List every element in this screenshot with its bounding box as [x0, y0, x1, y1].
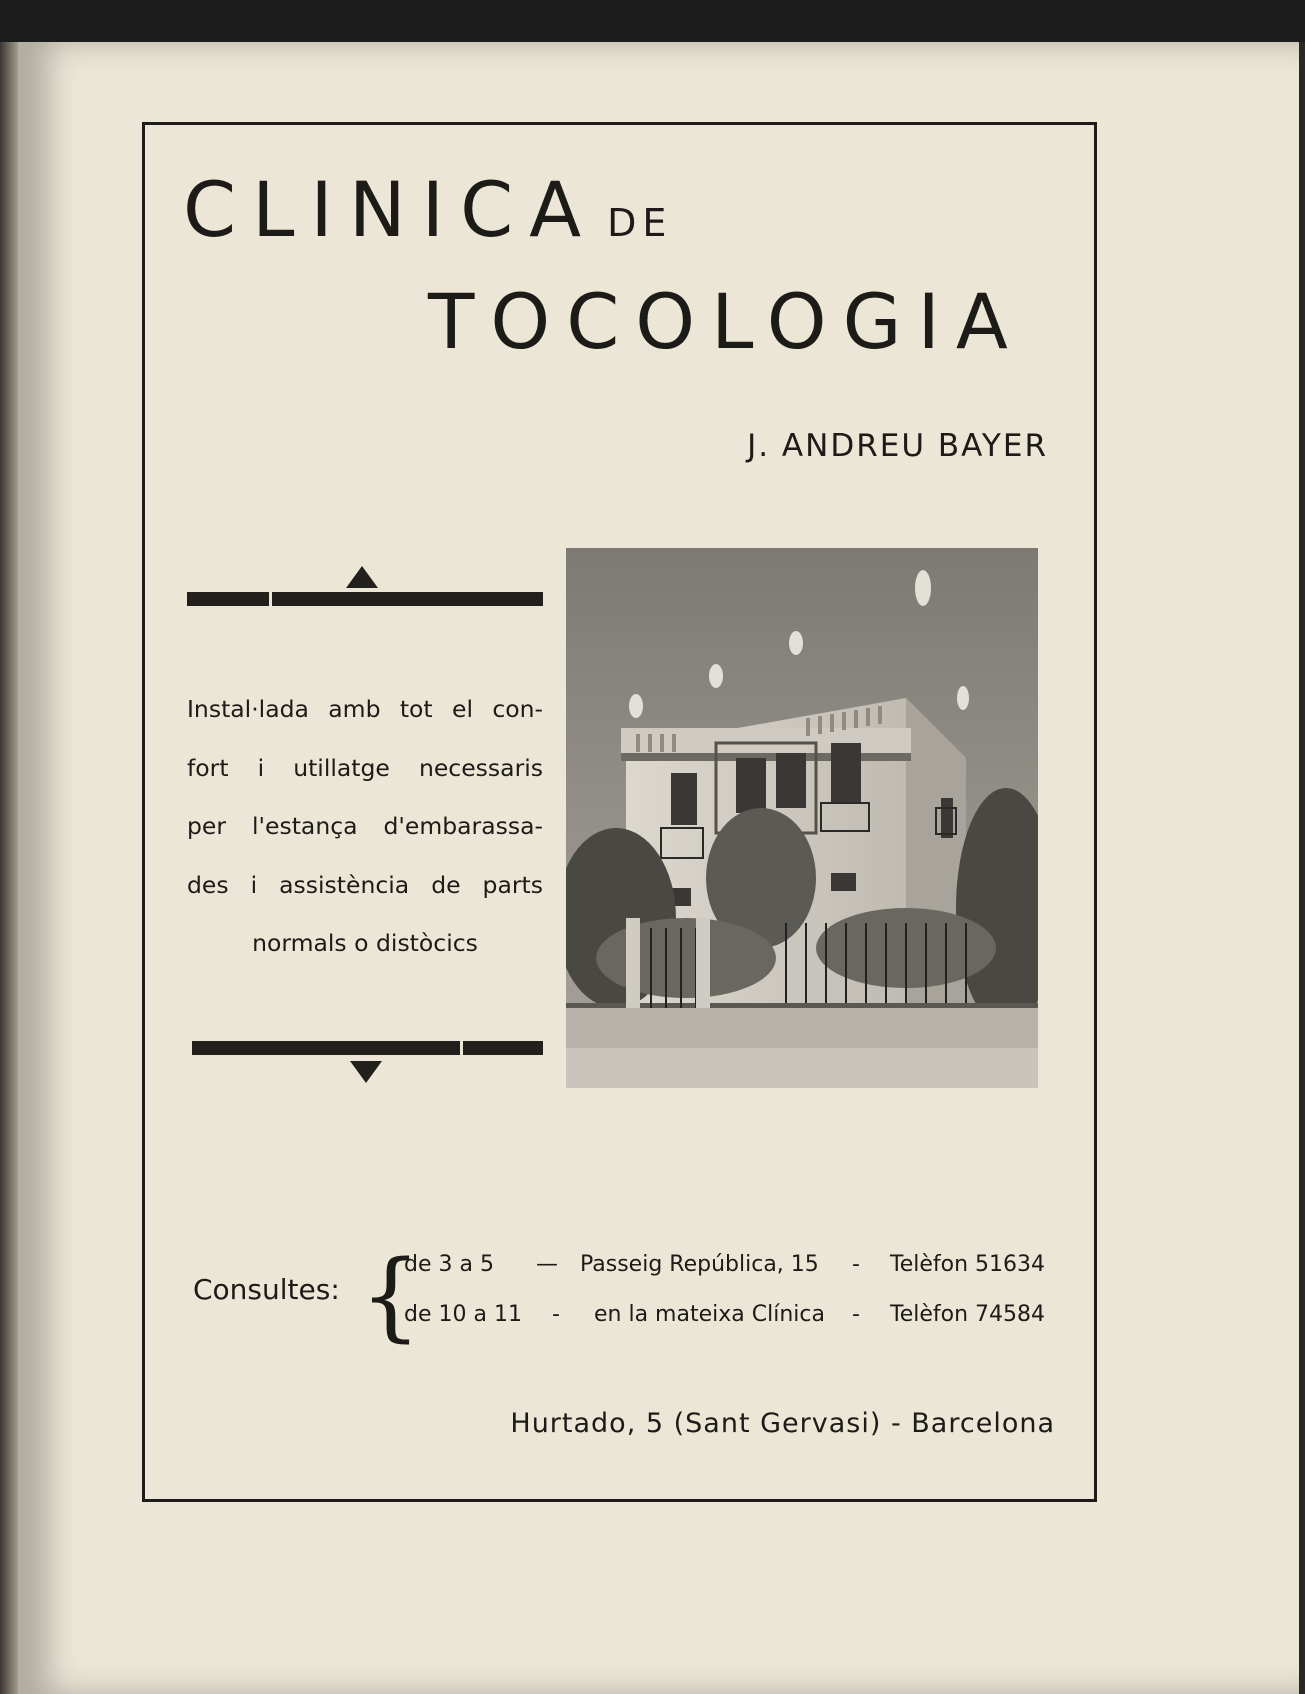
clinic-building-photo [566, 548, 1038, 1088]
title-line-2: TOCOLOGIA [428, 277, 1024, 366]
consult-phone: Telèfon 51634 [890, 1252, 1046, 1277]
bottom-divider-rule [192, 1041, 543, 1055]
consult-hours: de 10 a 11 [404, 1302, 522, 1327]
description-line: des i assistència de parts [187, 870, 543, 899]
consultes-label: Consultes: [193, 1273, 340, 1306]
consult-separator: — [536, 1252, 558, 1277]
description-line: fort i utillatge necessaris [187, 753, 543, 782]
page-edge [1299, 42, 1305, 1694]
description-line: per l'estança d'embarassa- [187, 812, 543, 840]
description [187, 680, 543, 973]
title-clinica: CLINICA [183, 165, 598, 254]
curly-brace-icon: { [360, 1240, 422, 1352]
title-line-1 [183, 165, 673, 254]
consult-hours: de 3 a 5 [404, 1252, 494, 1277]
address: Hurtado, 5 (Sant Gervasi) - Barcelona [510, 1408, 1055, 1439]
consult-phone: Telèfon 74584 [890, 1302, 1046, 1327]
triangle-down-icon [350, 1061, 382, 1083]
top-divider-rule [187, 592, 543, 606]
description-line: Instal·lada amb tot el con- [187, 695, 543, 723]
consult-place: Passeig República, 15 [580, 1252, 819, 1277]
consult-place: en la mateixa Clínica [594, 1302, 825, 1327]
triangle-up-icon [346, 566, 378, 588]
title-de: DE [607, 201, 673, 245]
consult-separator: - [852, 1252, 860, 1277]
consult-separator: - [852, 1302, 860, 1327]
consult-separator: - [552, 1302, 560, 1327]
description-line: normals o distòcics [252, 929, 478, 957]
author-name: J. ANDREU BAYER [747, 428, 1048, 464]
